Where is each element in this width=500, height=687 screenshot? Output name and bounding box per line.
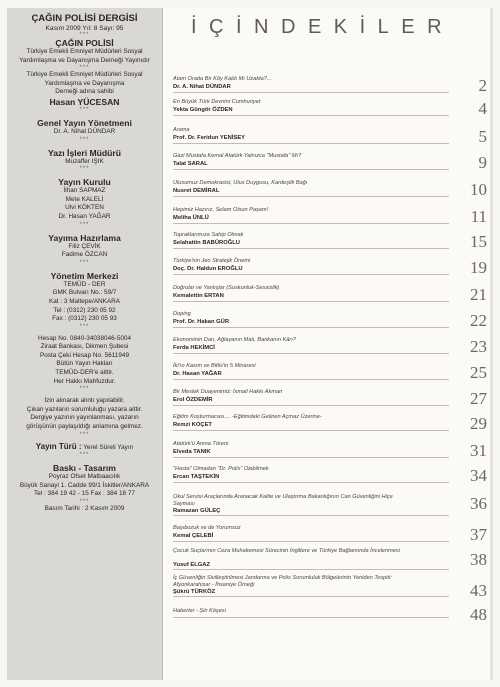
toc-entry-rule [173, 327, 449, 328]
toc-entry-rule [173, 515, 449, 516]
separator-stars: *** [79, 136, 90, 143]
toc-entry-rule [173, 430, 449, 431]
toc-entry-author: Doç. Dr. Haldun EROĞLU [173, 266, 243, 272]
toc-entry-title: Topraklarımıza Sahip Olmak [173, 232, 244, 238]
toc-entry-author: Yekta Güngör ÖZDEN [173, 107, 233, 113]
toc-entry[interactable] [173, 414, 489, 443]
separator-stars: *** [79, 259, 90, 266]
owner-name: Hasan YÜCESAN [49, 96, 120, 107]
publisher-name: ÇAĞIN POLİSİ [55, 38, 114, 48]
toc-entry-author: Şükrü TÜRKÖZ [173, 589, 216, 595]
toc-entry-title: Doping [173, 311, 191, 317]
notice-line: Dergiye yazının yayınlanması, yazarın [30, 414, 139, 422]
toc-entry-page: 19 [470, 258, 487, 277]
toc-entry-page: 37 [470, 525, 487, 544]
toc-entry-rule [173, 115, 449, 116]
bank-line: Ziraat Bankası, Dikmen Şubesi [40, 343, 129, 351]
toc-entry-title: Ulusumuz Demokrasisi, Ulus Duygusu, Kardeşlik Bağı [173, 180, 308, 186]
toc-entry[interactable] [173, 605, 489, 637]
toc-entry-rule [173, 92, 449, 93]
prep-heading: Yayıma Hazırlama [48, 232, 121, 243]
separator-stars: *** [79, 452, 90, 459]
toc-entry-page: 5 [478, 127, 487, 146]
toc-entry[interactable] [173, 127, 489, 156]
toc-entry-title: Türkiye'nin Jeo Stratejik Önemi [173, 258, 251, 264]
center-heading: Yönetim Merkezi [50, 270, 119, 281]
separator-stars: *** [79, 499, 90, 505]
toc-entry[interactable] [173, 311, 489, 340]
toc-entry-author: Erol ÖZDEMİR [173, 397, 213, 403]
toc-entry-title: "Hasta" Olmadan "Dr. Polis" Olabilmek [173, 466, 269, 472]
toc-entry-title: Eğitim Koşturmacası.... -Eğitimdeki Gelinen Açmaz Üzerine- [173, 414, 322, 420]
toc-entry-author: Elveda TANIK [173, 449, 211, 455]
publisher-desc-1: Türkiye Emekli Emniyet Müdürleri Sosyal [26, 48, 143, 55]
separator-stars: *** [79, 386, 90, 393]
toc-entry-author: Meliha ÜNLÜ [173, 215, 209, 221]
separator-stars: *** [79, 166, 90, 173]
toc-entry[interactable] [173, 153, 489, 182]
toc-entry[interactable] [173, 337, 489, 366]
bank-line: Hesap No. 0840-34038046-5004 [37, 334, 132, 342]
center-line: GMK Bulvarı No.: 59/7 [52, 289, 117, 297]
toc-entry-author: Dr. A. Nihat DÜNDAR [173, 84, 231, 90]
editor-heading: Yazı İşleri Müdürü [47, 147, 122, 158]
toc-entry-page: 9 [478, 153, 487, 172]
board-member: Mete KALELİ [65, 195, 104, 203]
print-date: Basım Tarihi : 2 Kasım 2009 [44, 505, 125, 512]
toc-entry[interactable] [173, 232, 489, 261]
toc-title: İÇİNDEKİLER [191, 16, 455, 38]
toc-entry-page: 15 [470, 232, 487, 251]
toc-entry[interactable] [173, 548, 489, 577]
toc-entry-rule [173, 617, 449, 618]
toc-entry-author: Ramazan GÜLEÇ [173, 508, 221, 514]
separator-stars: *** [79, 221, 90, 228]
toc-entry-page: 38 [470, 550, 487, 569]
toc-entry-author: Kemal ÇELEBİ [173, 533, 214, 539]
toc-entry-title: Bir Meslek Duayenimiz: İsmail Hakkı Akman [173, 389, 283, 395]
center-line: TEMÜD - DER [63, 280, 106, 288]
toc-entry-author: Remzi KOÇET [173, 422, 212, 428]
print-heading: Baskı - Tasarım [53, 463, 116, 474]
toc-entry-page: 36 [470, 494, 487, 513]
toc-entry-rule [173, 169, 449, 170]
center-line: Tel : (0312) 230 05 92 [53, 306, 116, 314]
toc-entry-author: Dr. Hasan YAĞAR [173, 371, 222, 377]
toc-entry-author: Yusuf ELGAZ [173, 562, 211, 568]
toc-entry-author: Selahattin BABÜROĞLU [173, 240, 240, 246]
publication-type-value: Yerel Süreli Yayın [83, 443, 134, 451]
toc-entry-rule [173, 143, 449, 144]
notice-line: Çıkan yazıların sorumluluğu yazara aittir. [26, 405, 143, 413]
toc-entry[interactable] [173, 494, 489, 523]
publication-type-label: Yayın Türü : [35, 441, 82, 451]
toc-entry-title: Başıbozuk ve de Yorumsuz [173, 525, 241, 531]
general-director-name: Dr. A. Nihat DÜNDAR [53, 127, 116, 135]
toc-entry-author: Ercan TAŞTEKİN [173, 474, 220, 480]
notice-line: görüşünün paylaşıldığı anlamına gelmez. [26, 423, 143, 431]
bank-line: Bütün Yayın Hakları [56, 360, 113, 368]
board-member: Dr. Hasan YAĞAR [58, 212, 111, 220]
toc-entry-page: 29 [470, 414, 487, 433]
toc-entry[interactable] [173, 258, 489, 287]
toc-entry-title: Atatürk'ü Anma Töreni [173, 441, 229, 447]
toc-entry-page: 43 [470, 581, 487, 600]
toc-entry-page: 27 [470, 389, 487, 408]
board-heading: Yayın Kurulu [58, 177, 111, 188]
magazine-page [7, 8, 493, 680]
board-member: İlhan SAPMAZ [63, 187, 106, 195]
toc-entry-page: 22 [470, 311, 487, 330]
journal-title: ÇAĞIN POLİSİ DERGİSİ [31, 13, 138, 24]
page-edge [490, 8, 493, 680]
prep-member: Fadime ÖZCAN [61, 251, 108, 259]
toc-entry-author: Prof. Dr. Hakan GÜR [173, 319, 230, 325]
toc-entry-page: 10 [470, 180, 487, 199]
toc-entry-rule [173, 541, 449, 542]
toc-entry[interactable] [173, 285, 489, 314]
toc-entry-title: En Büyük Türk Devrimi Cumhuriyet [173, 99, 261, 105]
bank-line: TEMÜD-DER'e aittir. [55, 369, 114, 377]
toc-entry-page: 25 [470, 363, 487, 382]
toc-entry-author: Kemalettin ERTAN [173, 293, 224, 299]
toc-entry-page: 21 [470, 285, 487, 304]
owner-desc-3: Derneği adına sahibi [55, 88, 114, 96]
toc-entry-author: Talat SARAL [173, 161, 208, 167]
bank-line: Posta Çeki Hesap No. 5611949 [39, 351, 130, 359]
toc-entry-title: Okul Servisi Araçlarında Aranacak Kalite ve Ulaştırma Bakanlığının Can Güvenliğini Hiçe Sayması [173, 494, 393, 507]
toc-entry-page: 2 [478, 76, 487, 95]
toc-entry-rule [173, 248, 449, 249]
print-line: Poyraz Ofset Matbaacılık [48, 473, 121, 481]
toc-entry[interactable] [173, 180, 489, 209]
masthead-column [7, 8, 163, 680]
general-director-heading: Genel Yayın Yönetmeni [37, 117, 132, 128]
toc-entry-title: İç Güvenliğin Sivilleştirilmesi Jandarma ve Polis Sorumluluk Bölgelerinin Yeniden Tespiti: Afyonkarahisar - İhsaniye Örneği [173, 575, 392, 588]
toc-entry-page: 23 [470, 337, 487, 356]
notice-line: İzin alınarak alıntı yapılabilir. [44, 397, 125, 405]
board-member: Ulvi KÖKTEN [65, 204, 104, 212]
toc-entry-rule [173, 196, 449, 197]
toc-entry-page: 34 [470, 466, 487, 485]
print-line: Tel : 384 19 42 - 15 Fax : 384 18 77 [34, 490, 135, 498]
toc-entry-rule [173, 274, 449, 275]
toc-entry-author: Prof. Dr. Feridun YENİSEY [173, 135, 246, 141]
separator-stars: *** [79, 323, 90, 330]
toc-entry-title: Doğrular ve Yanlışlar (Suskunluk-Sessizlik) [173, 285, 280, 291]
toc-entry-page: 31 [470, 441, 487, 460]
publication-type [7, 443, 162, 453]
toc-entry-rule [173, 379, 449, 380]
toc-entry[interactable] [173, 466, 489, 495]
publisher-desc-2: Yardımlaşma ve Dayanışma Derneği Yayınıdır [19, 56, 150, 64]
toc-entry-title: Haberler - Şiir Köşesi [173, 608, 226, 614]
toc-entry-author: Ferda HEKİMCİ [173, 345, 215, 351]
toc-entry-rule [173, 223, 449, 224]
toc-entry-rule [173, 596, 449, 597]
toc-entry-rule [173, 405, 449, 406]
toc-entry-rule [173, 569, 449, 570]
separator-stars: *** [79, 65, 90, 72]
center-line: Fax : (0312) 230 05 93 [52, 315, 117, 323]
toc-entry[interactable] [173, 363, 489, 392]
toc-entry-title: İki'ro Kasım ve Bitlis'in 5 Minaresi [173, 363, 256, 369]
owner-desc-2: Yardımlaşma ve Dayanışma [44, 79, 125, 87]
toc-entry-title: Arama [173, 127, 190, 133]
toc-entry-rule [173, 457, 449, 458]
toc-entry-author: Nusret DEMİRAL [173, 188, 220, 194]
center-line: Kat : 3 Maltepe/ANKARA [48, 297, 121, 305]
separator-stars: *** [79, 32, 90, 38]
toc-entry[interactable] [173, 99, 489, 128]
toc-entry-title: Gazi Mustafa Kemal Atatürk Yalnızca "Mustafa" Mı? [173, 153, 302, 159]
toc-entry-title: Atam Orada Bir Köy Kaldı Mı Uzakta?... [173, 76, 272, 82]
print-line: Büyük Sanayi 1. Cadde 99/1 İskitler/ANKARA [19, 481, 150, 489]
toc-entry-page: 4 [478, 99, 487, 118]
toc-entry-rule [173, 482, 449, 483]
toc-entry-title: Çocuk Suçlarının Ceza Muhakemesi Sürecinin İngiltere ve Türkiye Bağlamında İncelenmesi [173, 548, 400, 554]
toc-entry-page: 48 [470, 605, 487, 624]
editor-name: Muzaffer IŞIK [65, 157, 104, 165]
issue-line: Kasım 2009 Yıl: 8 Sayı: 95 [45, 25, 124, 32]
toc-entry-rule [173, 353, 449, 354]
toc-entry-rule [173, 301, 449, 302]
bank-line: Her Hakkı Mahfuzdur. [53, 377, 116, 385]
separator-stars: *** [79, 106, 90, 113]
toc-entry[interactable] [173, 575, 489, 604]
toc-entry-title: Ekonominin Darı, Ağlayanın Malı, Bankanın Kârı? [173, 337, 296, 343]
toc-entry-page: 11 [470, 207, 487, 226]
separator-stars: *** [79, 431, 90, 438]
owner-desc-1: Türkiye Emekli Emniyet Müdürleri Sosyal [26, 71, 143, 79]
prep-member: Filiz ÇEVİK [68, 242, 101, 250]
toc-entry-title: Hepimiz Hazırız, Selam Olsun Paşam! [173, 207, 269, 213]
